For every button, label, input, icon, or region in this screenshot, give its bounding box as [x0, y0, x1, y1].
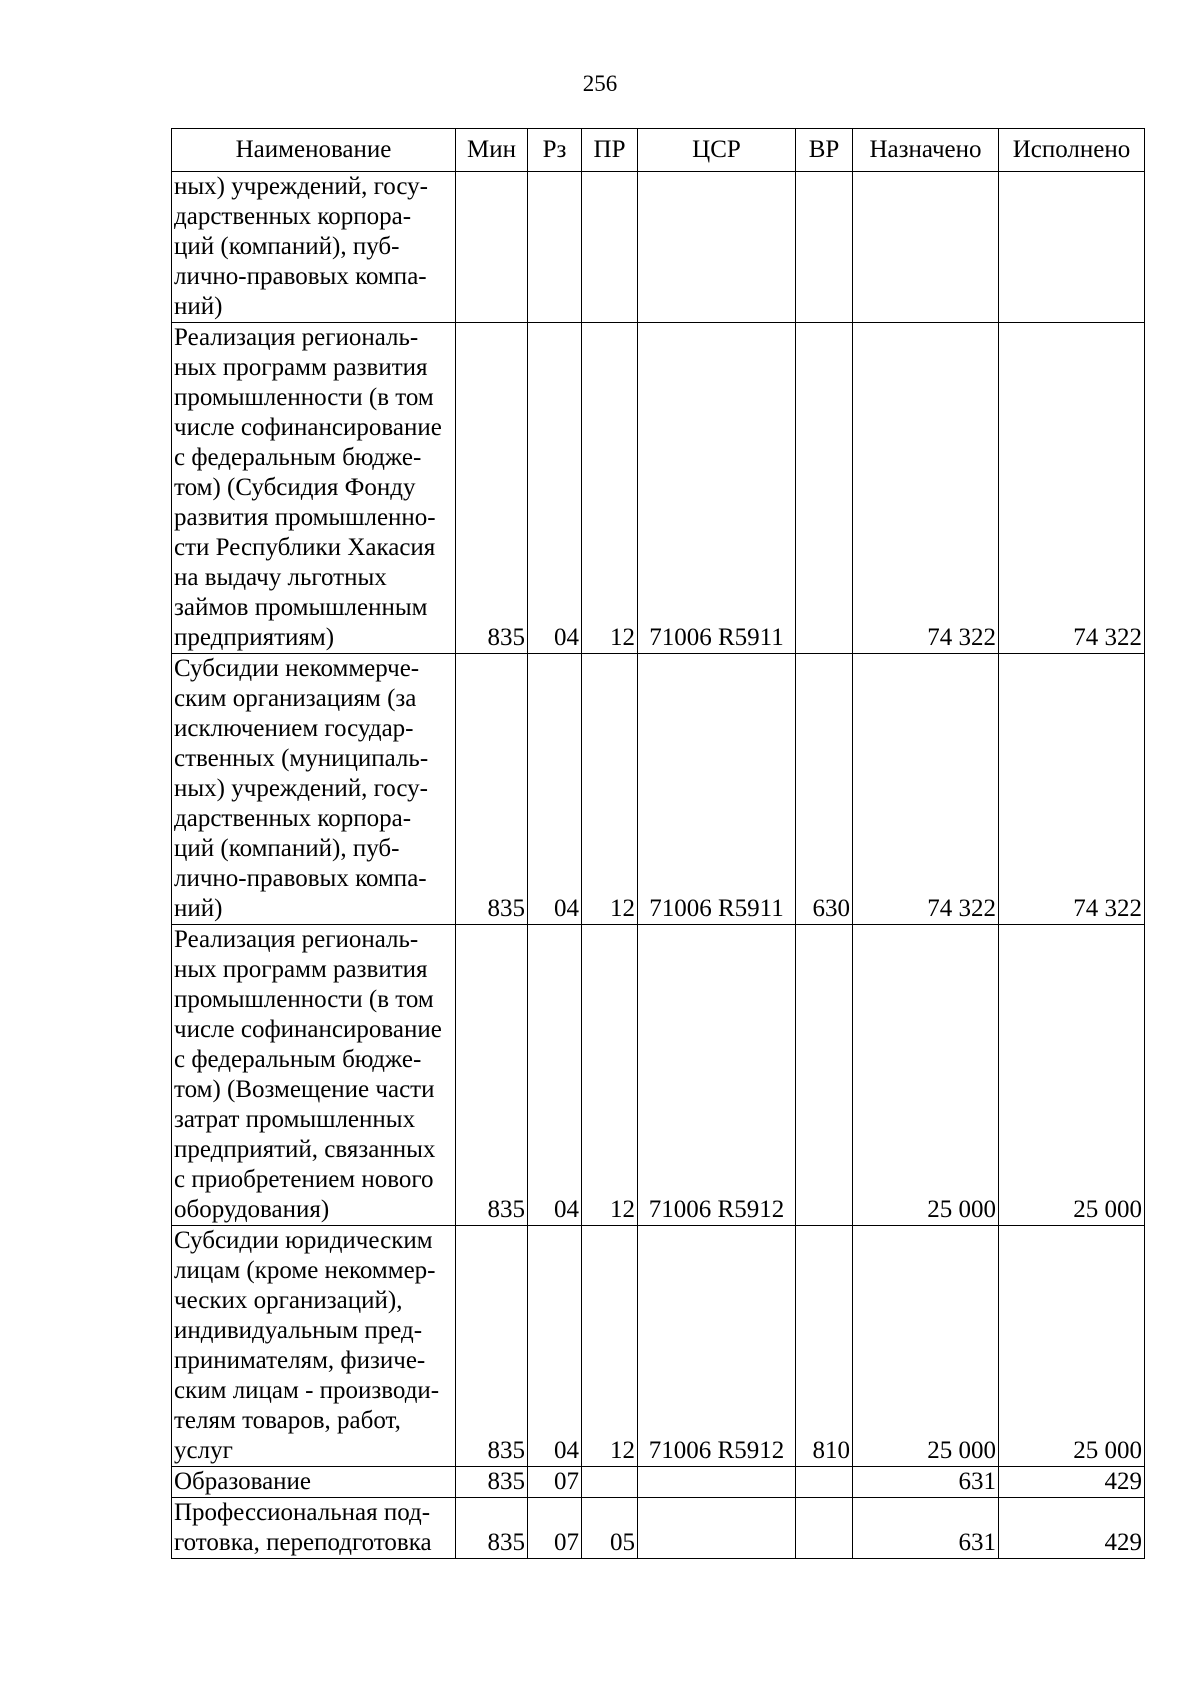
- table-row: [172, 925, 1145, 1226]
- table-header-row: [172, 129, 1145, 172]
- cell-csr: 71006 R5911: [638, 654, 796, 925]
- header-assigned: Назначено: [853, 129, 999, 172]
- cell-min: 835: [456, 1467, 528, 1498]
- cell-vr: [796, 1467, 853, 1498]
- header-csr: ЦСР: [638, 129, 796, 172]
- cell-executed: 429: [999, 1498, 1145, 1559]
- cell-csr: 71006 R5912: [638, 925, 796, 1226]
- cell-min: [456, 172, 528, 323]
- cell-min: 835: [456, 1226, 528, 1467]
- cell-vr: [796, 1498, 853, 1559]
- cell-rz: 04: [528, 1226, 582, 1467]
- cell-name: Профессиональная под- готовка, переподготовка: [172, 1498, 456, 1559]
- cell-csr: 71006 R5912: [638, 1226, 796, 1467]
- cell-executed: 74 322: [999, 654, 1145, 925]
- cell-name: Субсидии юридическим лицам (кроме некоммер- ческих организаций), индивидуальным пред- принимателям, физиче- ским лицам - производи- телям товаров, работ, услуг: [172, 1226, 456, 1467]
- cell-vr: [796, 172, 853, 323]
- cell-rz: 07: [528, 1498, 582, 1559]
- cell-min: 835: [456, 1498, 528, 1559]
- cell-assigned: 25 000: [853, 1226, 999, 1467]
- cell-min: 835: [456, 654, 528, 925]
- cell-rz: 04: [528, 925, 582, 1226]
- cell-rz: [528, 172, 582, 323]
- cell-csr: [638, 172, 796, 323]
- table-row: [172, 323, 1145, 654]
- header-executed: Исполнено: [999, 129, 1145, 172]
- cell-rz: 04: [528, 323, 582, 654]
- cell-vr: [796, 323, 853, 654]
- cell-min: 835: [456, 925, 528, 1226]
- cell-executed: [999, 172, 1145, 323]
- cell-name: Образование: [172, 1467, 456, 1498]
- cell-assigned: 25 000: [853, 925, 999, 1226]
- table-row: [172, 1226, 1145, 1467]
- budget-table: [171, 128, 1145, 1559]
- table-row: [172, 1498, 1145, 1559]
- cell-executed: 429: [999, 1467, 1145, 1498]
- header-min: Мин: [456, 129, 528, 172]
- header-pr: ПР: [582, 129, 638, 172]
- cell-assigned: 631: [853, 1498, 999, 1559]
- cell-rz: 07: [528, 1467, 582, 1498]
- cell-pr: [582, 1467, 638, 1498]
- header-rz: Рз: [528, 129, 582, 172]
- cell-pr: 12: [582, 323, 638, 654]
- cell-vr: 810: [796, 1226, 853, 1467]
- cell-executed: 25 000: [999, 925, 1145, 1226]
- cell-name: ных) учреждений, госу- дарственных корпора- ций (компаний), пуб- лично-правовых компа- ний): [172, 172, 456, 323]
- header-vr: ВР: [796, 129, 853, 172]
- cell-pr: 05: [582, 1498, 638, 1559]
- cell-name: Реализация региональ- ных программ развития промышленности (в том числе софинансирование с федеральным бюдже- том) (Возмещение части затрат промышленных предприятий, связанных с приобретением нового оборудования): [172, 925, 456, 1226]
- cell-pr: [582, 172, 638, 323]
- cell-executed: 74 322: [999, 323, 1145, 654]
- header-name: Наименование: [172, 129, 456, 172]
- table-row: [172, 654, 1145, 925]
- cell-vr: 630: [796, 654, 853, 925]
- cell-assigned: 74 322: [853, 654, 999, 925]
- cell-pr: 12: [582, 1226, 638, 1467]
- cell-pr: 12: [582, 654, 638, 925]
- cell-assigned: 631: [853, 1467, 999, 1498]
- table-row: [172, 1467, 1145, 1498]
- cell-name: Реализация региональ- ных программ развития промышленности (в том числе софинансирование с федеральным бюдже- том) (Субсидия Фонду развития промышленно- сти Республики Хакасия на выдачу льготных займов промышленным предприятиям): [172, 323, 456, 654]
- cell-assigned: 74 322: [853, 323, 999, 654]
- cell-executed: 25 000: [999, 1226, 1145, 1467]
- cell-min: 835: [456, 323, 528, 654]
- cell-pr: 12: [582, 925, 638, 1226]
- cell-csr: [638, 1467, 796, 1498]
- cell-rz: 04: [528, 654, 582, 925]
- cell-vr: [796, 925, 853, 1226]
- page-number: 256: [582, 71, 618, 96]
- cell-assigned: [853, 172, 999, 323]
- cell-csr: 71006 R5911: [638, 323, 796, 654]
- cell-name: Субсидии некоммерче- ским организациям (за исключением государ- ственных (муниципаль- ных) учреждений, госу- дарственных корпора- ций (компаний), пуб- лично-правовых компа- ний): [172, 654, 456, 925]
- table-row: [172, 172, 1145, 323]
- cell-csr: [638, 1498, 796, 1559]
